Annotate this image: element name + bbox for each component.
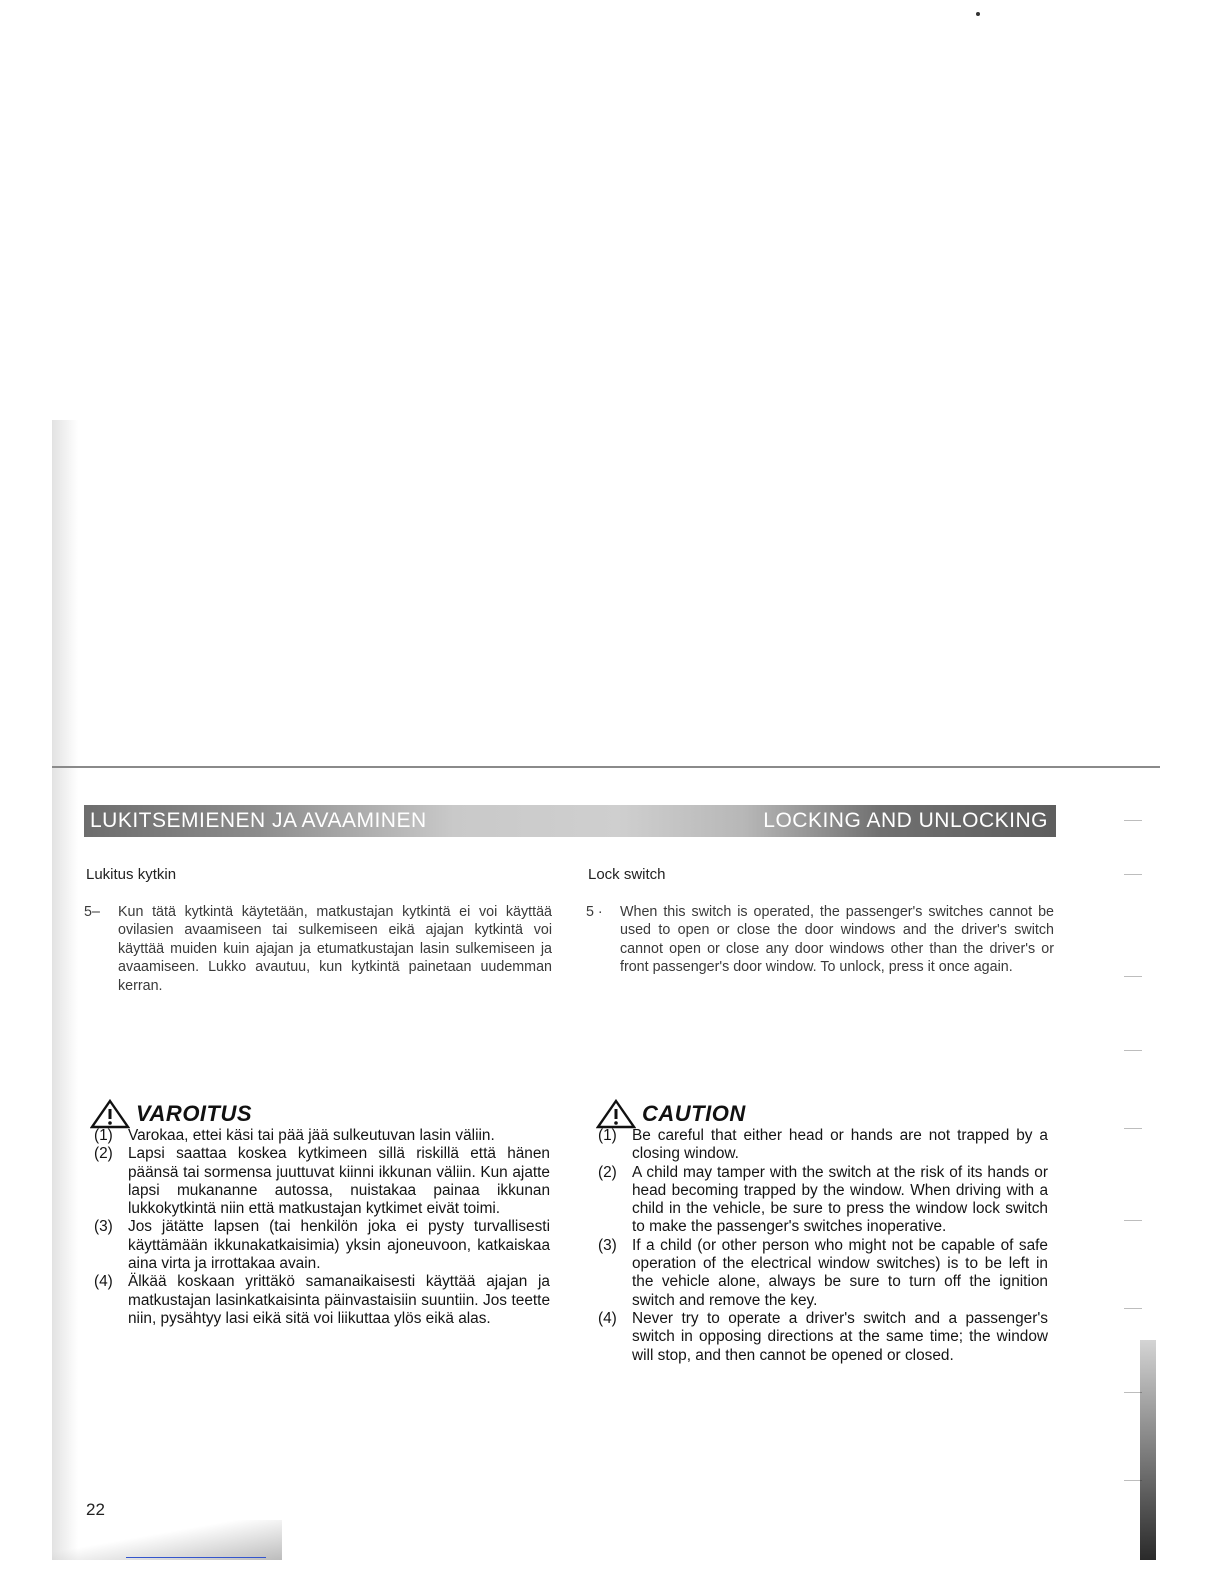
left-binding-shade [52, 420, 78, 1560]
warning-item-number: (1) [94, 1127, 113, 1144]
warning-item-number: (2) [598, 1163, 617, 1181]
warning-item [598, 1310, 1048, 1365]
warning-item-text: Jos jätätte lapsen (tai henkilön joka ei pysty turvallisesti käyttämään ikkunakatkaisimia) yksin ajoneuvoon, katkaiskaa aina virta ja irrottakaa avain. [128, 1218, 550, 1273]
subheading-fi: Lukitus kytkin [86, 866, 177, 883]
warning-triangle-icon [596, 1099, 636, 1129]
corner-shadow [52, 1520, 282, 1560]
warning-item [598, 1127, 1048, 1164]
warning-item [94, 1127, 550, 1145]
warning-heading-en [596, 1099, 746, 1129]
warning-heading-fi [90, 1099, 252, 1129]
step-fi [84, 903, 552, 995]
step-text-fi: Kun tätä kytkintä käytetään, matkustajan kytkintä ei voi käyttää ovilasien avaamiseen tai sulkemiseen eikä ajajan kytkintä voi käyttää muiden kuin ajajan ja etumatkustajan lasin sulkemiseen ja avaamiseen. Lukko avautuu, kun kytkintä painetaan uudemman kerran. [118, 904, 552, 994]
warning-item-text: Never try to operate a driver's switch and a passenger's switch in opposing directions at the same time; the window will stop, and then cannot be opened or closed. [632, 1309, 1048, 1364]
warning-item [598, 1164, 1048, 1237]
warning-item-text: If a child (or other person who might not be capable of safe operation of the electrical window switches) is to be left in the vehicle alone, always be sure to turn off the ignition switch and remove the key. [632, 1236, 1048, 1309]
section-banner [84, 805, 1056, 837]
warning-title-fi: VAROITUS [136, 1101, 253, 1126]
warning-item-text: Lapsi saattaa koskea kytkimeen sillä riskillä että hänen päänsä tai sormensa juuttuvat kiinni ikkunan väliin. Kun ajatte lapsi mukananne autossa, nuistakaa painaa ikkunan lukkokytkintä niin että matkustajan kytkimet eivät toimi. [128, 1145, 550, 1218]
step-number-fi: 5– [84, 904, 100, 920]
warning-title-en: CAUTION [642, 1101, 746, 1126]
warning-triangle-icon [90, 1099, 130, 1129]
warning-item-text: Varokaa, ettei käsi tai pää jää sulkeutuvan lasin väliin. [128, 1127, 495, 1144]
warning-item-number: (4) [598, 1309, 617, 1327]
speck-mark [976, 12, 980, 16]
warning-list-fi [94, 1127, 550, 1328]
warning-item-number: (1) [598, 1127, 617, 1144]
warning-list-en [598, 1127, 1048, 1365]
warning-item-number: (2) [94, 1145, 113, 1163]
warning-item-text: A child may tamper with the switch at the risk of its hands or head becoming trapped by the window. When driving with a child in the vehicle, be sure to press the window lock switch to make the passenger's switches inoperative. [632, 1163, 1048, 1236]
right-edge-shadow [1140, 1340, 1156, 1560]
warning-item [94, 1145, 550, 1218]
subheading-en: Lock switch [588, 866, 666, 883]
banner-title-en: LOCKING AND UNLOCKING [763, 809, 1048, 832]
bottom-scan-line [126, 1557, 266, 1558]
step-en [586, 903, 1054, 977]
warning-item [94, 1218, 550, 1273]
banner-title-fi: LUKITSEMIENEN JA AVAAMINEN [90, 809, 427, 832]
warning-item-text: Älkää koskaan yrittäkö samanaikaisesti käyttää ajajan ja matkustajan lasinkatkaisinta päinvastaisiin suuntiin. Jos teette niin, pysähtyy lasi eikä sitä voi liikuttaa ylös eikä alas. [128, 1273, 550, 1327]
warning-item-number: (4) [94, 1273, 113, 1291]
warning-item [598, 1237, 1048, 1310]
step-number-en: 5 · [586, 904, 603, 920]
warning-item-text: Be careful that either head or hands are not trapped by a closing window. [632, 1127, 1048, 1163]
warning-item-number: (3) [94, 1218, 113, 1236]
top-rule [52, 766, 1160, 768]
warning-item [94, 1273, 550, 1328]
page-number: 22 [86, 1500, 105, 1519]
step-text-en: When this switch is operated, the passenger's switches cannot be used to open or close the door windows and the driver's switch cannot open or close any door windows other than the driver's or front passenger's door window. To unlock, press it once again. [620, 904, 1054, 976]
warning-item-number: (3) [598, 1236, 617, 1254]
